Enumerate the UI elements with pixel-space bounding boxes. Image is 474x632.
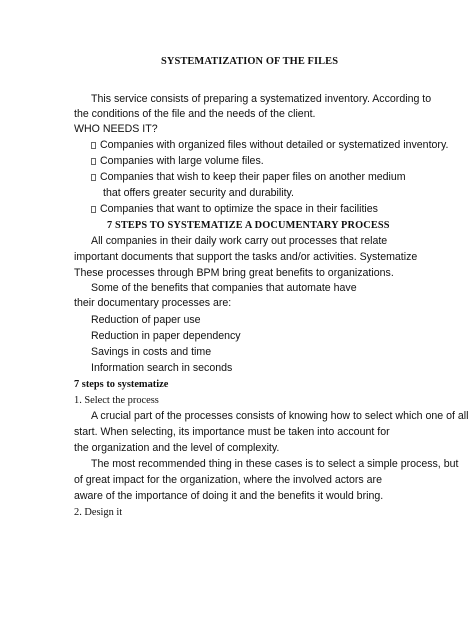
step-1-heading: 1. Select the process (74, 395, 159, 406)
benefit-item: Information search in seconds (91, 362, 233, 374)
steps-heading: 7 steps to systematize (74, 379, 169, 390)
bullet-text: Companies with large volume files. (100, 155, 264, 167)
bullet-text: Companies that want to optimize the space in their facilities (100, 203, 378, 215)
square-bullet-icon (91, 158, 96, 165)
section-heading: 7 STEPS TO SYSTEMATIZE A DOCUMENTARY PROCESS (107, 220, 390, 231)
step-1-paragraph-2-line-1: The most recommended thing in these cases is to select a simple process, but (91, 458, 459, 470)
square-bullet-icon (91, 174, 96, 181)
benefit-item: Reduction of paper use (91, 314, 201, 326)
square-bullet-icon (91, 206, 96, 213)
step-1-paragraph-2-line-3: aware of the importance of doing it and the benefits it would bring. (74, 490, 384, 502)
intro-line-2: the conditions of the file and the needs of the client. (74, 108, 316, 120)
bullet-item (91, 155, 264, 168)
benefit-item: Reduction in paper dependency (91, 330, 241, 342)
bullet-item (91, 203, 378, 216)
paragraph-2-line-2: their documentary processes are: (74, 297, 232, 309)
benefit-item: Savings in costs and time (91, 346, 212, 358)
document-title: SYSTEMATIZATION OF THE FILES (161, 56, 339, 67)
paragraph-2-line-1: Some of the benefits that companies that automate have (91, 282, 357, 294)
paragraph-1-line-2: important documents that support the tasks and/or activities. Systematize (74, 251, 418, 263)
bullet-text: Companies with organized files without detailed or systematized inventory. (100, 139, 449, 151)
bullet-text: Companies that wish to keep their paper files on another medium (100, 171, 406, 183)
step-2-heading: 2. Design it (74, 507, 123, 518)
bullet-item (91, 171, 406, 184)
step-1-paragraph-1-line-3: the organization and the level of complexity. (74, 442, 280, 454)
paragraph-1-line-3: These processes through BPM bring great benefits to organizations. (74, 267, 394, 279)
step-1-paragraph-1-line-1: A crucial part of the processes consists of knowing how to select which one of all (91, 410, 469, 422)
paragraph-1-line-1: All companies in their daily work carry out processes that relate (91, 235, 388, 247)
intro-line-1: This service consists of preparing a systematized inventory. According to (91, 93, 432, 105)
step-1-paragraph-1-line-2: start. When selecting, its importance must be taken into account for (74, 426, 390, 438)
bullet-continuation: that offers greater security and durability. (103, 187, 294, 199)
who-needs-it-heading: WHO NEEDS IT? (74, 123, 158, 135)
bullet-item (91, 139, 448, 152)
step-1-paragraph-2-line-2: of great impact for the organization, where the involved actors are (74, 474, 382, 486)
square-bullet-icon (91, 142, 96, 149)
